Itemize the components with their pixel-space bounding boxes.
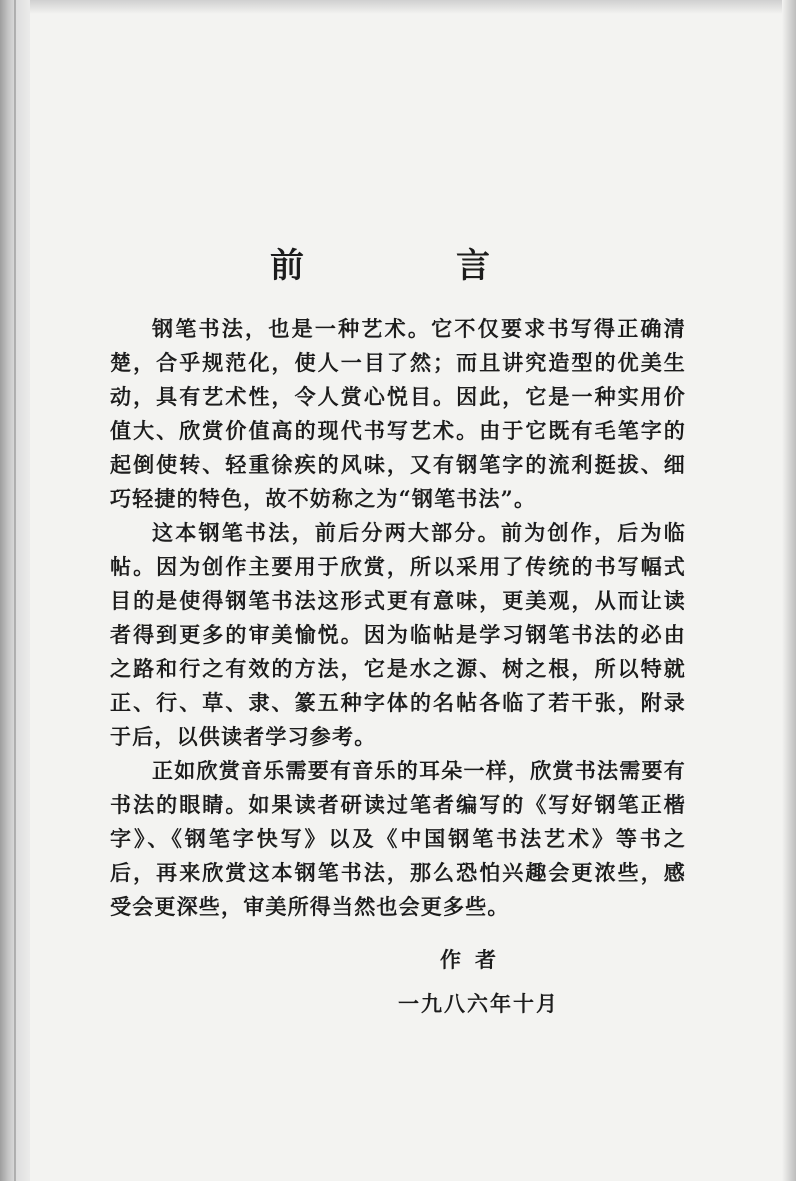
author-signature: 作者 xyxy=(440,947,510,972)
paragraph-2: 这本钢笔书法，前后分两大部分。前为创作，后为临帖。因为创作主要用于欣赏，所以采用了传统的书写幅式目的是使得钢笔书法这形式更有意味，更美观，从而让读者得到更多的审美愉悦。因为临帖是学习钢笔书法的必由之路和行之有效的方法，它是水之源、树之根，所以特就正、行、草、隶、篆五种字体的名帖各临了若干张，附录于后，以供读者学习参考。 xyxy=(110,520,686,749)
preface-body xyxy=(110,312,686,924)
paragraph-1: 钢笔书法，也是一种艺术。它不仅要求书写得正确清楚，合乎规范化，使人一目了然；而且讲究造型的优美生动，具有艺术性，令人赏心悦目。因此，它是一种实用价值大、欣赏价值高的现代书写艺术。由于它既有毛笔字的起倒使转、轻重徐疾的风味，又有钢笔字的流利挺拔、细巧轻捷的特色，故不妨称之为“钢笔书法”。 xyxy=(110,316,686,511)
page-right-shadow xyxy=(782,0,796,1181)
page-top-shadow xyxy=(30,0,796,14)
title-char-2: 言 xyxy=(456,246,490,286)
page-binding-crease xyxy=(14,0,16,1181)
page-title xyxy=(270,238,490,287)
paragraph-3: 正如欣赏音乐需要有音乐的耳朵一样，欣赏书法需要有书法的眼睛。如果读者研读过笔者编写的《写好钢笔正楷字》、《钢笔字快写》以及《中国钢笔书法艺术》等书之后，再来欣赏这本钢笔书法，那么恐怕兴趣会更浓些，感受会更深些，审美所得当然也会更多些。 xyxy=(110,758,686,919)
preface-date: 一九八六年十月 xyxy=(398,991,559,1016)
title-char-1: 前 xyxy=(270,246,304,286)
